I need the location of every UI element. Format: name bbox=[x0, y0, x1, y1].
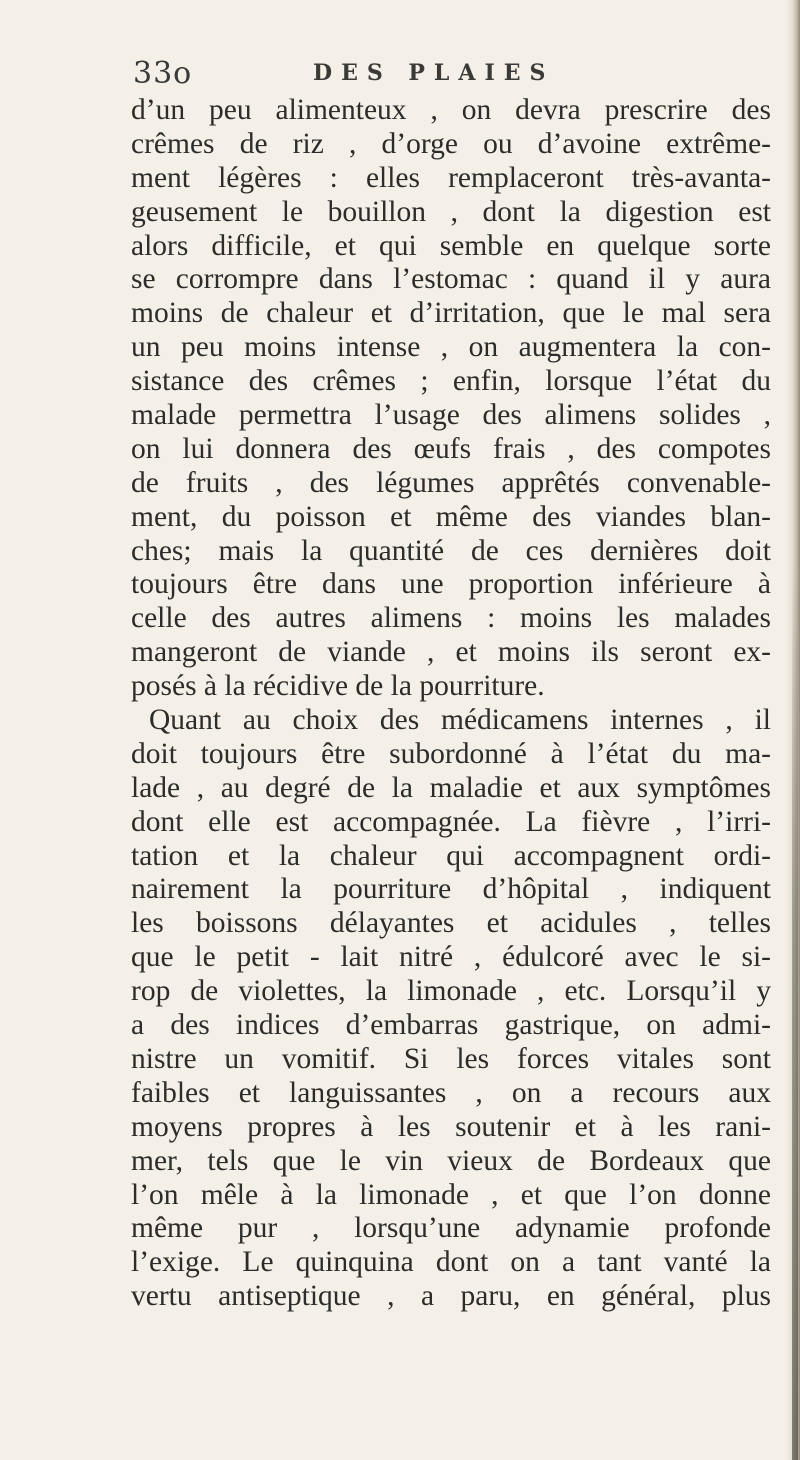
text-line: d’un peu alimenteux , on devra prescrire des bbox=[131, 94, 771, 126]
text-line: sistance des crêmes ; enfin, lorsque l’état du bbox=[131, 365, 771, 398]
text-line: celle des autres alimens : moins les malades bbox=[131, 602, 771, 635]
text-line: moyens propres à les soutenir et à les rani- bbox=[131, 1110, 771, 1143]
text-line: moins de chaleur et d’irritation, que le mal sera bbox=[131, 297, 771, 330]
text-line: Quant au choix des médicamens internes , il bbox=[149, 704, 771, 737]
text-line: doit toujours être subordonné à l’état du ma- bbox=[131, 737, 771, 770]
text-line: de fruits , des légumes apprêtés convenable- bbox=[131, 466, 771, 499]
text-line: crêmes de riz , d’orge ou d’avoine extrême- bbox=[131, 127, 771, 160]
running-head: DES PLAIES bbox=[313, 60, 555, 86]
text-line: l’exige. Le quinquina dont on a tant vanté la bbox=[131, 1246, 771, 1279]
text-line: mer, tels que le vin vieux de Bordeaux que bbox=[131, 1144, 771, 1177]
text-line: dont elle est accompagnée. La fièvre , l’irri- bbox=[131, 805, 771, 838]
text-line: nairement la pourriture d’hôpital , indiquent bbox=[131, 873, 771, 906]
text-line: alors difficile, et qui semble en quelque sorte bbox=[131, 229, 771, 262]
text-line: que le petit - lait nitré , édulcoré avec le si- bbox=[131, 941, 771, 974]
text-line: ches; mais la quantité de ces dernières doit bbox=[131, 534, 771, 567]
text-line: ment, du poisson et même des viandes blan- bbox=[131, 500, 771, 533]
text-line: rop de violettes, la limonade , etc. Lorsqu’il y bbox=[131, 975, 771, 1008]
text-line: ment légères : elles remplaceront très-avanta- bbox=[131, 161, 771, 194]
page-number: 33o bbox=[133, 56, 193, 91]
text-line: a des indices d’embarras gastrique, on admi- bbox=[131, 1009, 771, 1042]
text-line: tation et la chaleur qui accompagnent ordi- bbox=[131, 839, 771, 872]
text-line: faibles et languissantes , on a recours aux bbox=[131, 1076, 771, 1109]
text-line: on lui donnera des œufs frais , des compotes bbox=[131, 432, 771, 465]
text-line: l’on mêle à la limonade , et que l’on donne bbox=[131, 1178, 771, 1211]
text-line: lade , au degré de la maladie et aux symptômes bbox=[131, 771, 771, 804]
text-line: un peu moins intense , on augmentera la con- bbox=[131, 331, 771, 364]
text-line: mangeront de viande , et moins ils seront ex- bbox=[131, 636, 771, 669]
page-edge-shadow bbox=[786, 0, 800, 1460]
text-line: malade permettra l’usage des alimens solides , bbox=[131, 399, 771, 432]
text-line: se corrompre dans l’estomac : quand il y aura bbox=[131, 263, 771, 296]
text-line: toujours être dans une proportion inférieure à bbox=[131, 568, 771, 601]
text-line: geusement le bouillon , dont la digestion est bbox=[131, 195, 771, 228]
text-line: nistre un vomitif. Si les forces vitales sont bbox=[131, 1042, 771, 1075]
page-header bbox=[133, 56, 773, 96]
text-line: les boissons délayantes et acidules , telles bbox=[131, 907, 771, 940]
text-line: vertu antiseptique , a paru, en général, plus bbox=[131, 1280, 771, 1313]
body-text bbox=[131, 94, 771, 1314]
text-line: même pur , lorsqu’une adynamie profonde bbox=[131, 1212, 771, 1245]
text-line: posés à la récidive de la pourriture. bbox=[131, 670, 545, 703]
